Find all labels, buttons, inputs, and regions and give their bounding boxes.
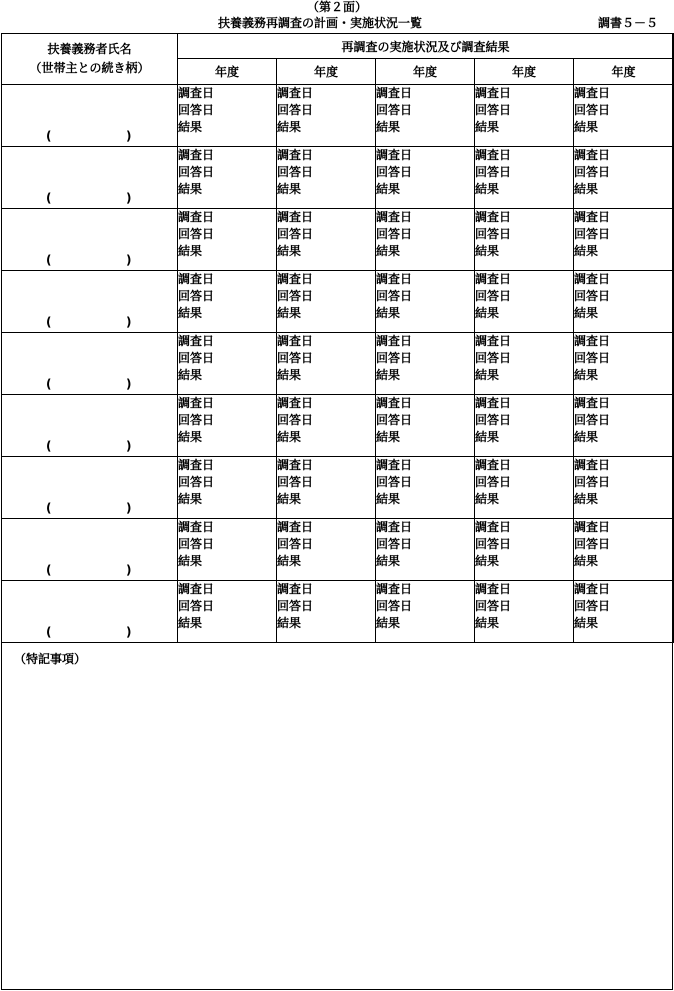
- result-label: 結果: [574, 616, 599, 630]
- response-date-label: 回答日: [277, 165, 314, 179]
- investigation-date-label: 調査日: [574, 86, 611, 100]
- result-label: 結果: [574, 244, 599, 258]
- response-date-label: 回答日: [376, 475, 413, 489]
- result-label: 結果: [475, 430, 500, 444]
- response-date-label: 回答日: [475, 103, 512, 117]
- result-label: 結果: [574, 554, 599, 568]
- relation-paren-open: (: [46, 253, 52, 267]
- result-label: 結果: [376, 244, 401, 258]
- year-header: 年度: [178, 59, 277, 85]
- investigation-date-label: 調査日: [574, 582, 611, 596]
- result-label: 結果: [574, 430, 599, 444]
- investigation-date-label: 調査日: [178, 458, 215, 472]
- investigation-date-label: 調査日: [376, 396, 413, 410]
- investigation-date-label: 調査日: [277, 582, 314, 596]
- obligor-name-cell[interactable]: [2, 147, 178, 209]
- relation-paren-open: (: [46, 377, 52, 391]
- relation-paren-open: (: [46, 501, 52, 515]
- obligor-name-cell[interactable]: [2, 333, 178, 395]
- response-date-label: 回答日: [178, 599, 215, 613]
- result-label: 結果: [277, 182, 302, 196]
- response-date-label: 回答日: [277, 103, 314, 117]
- year-header: 年度: [277, 59, 376, 85]
- investigation-date-label: 調査日: [376, 458, 413, 472]
- investigation-date-label: 調査日: [376, 334, 413, 348]
- response-date-label: 回答日: [178, 165, 215, 179]
- response-date-label: 回答日: [376, 227, 413, 241]
- remarks-label: （特記事項）: [14, 652, 87, 666]
- result-label: 結果: [475, 182, 500, 196]
- result-label: 結果: [574, 368, 599, 382]
- response-date-label: 回答日: [178, 537, 215, 551]
- investigation-date-label: 調査日: [574, 210, 611, 224]
- obligor-name-cell[interactable]: [2, 457, 178, 519]
- year-result-cell[interactable]: [475, 457, 574, 519]
- investigation-date-label: 調査日: [475, 520, 512, 534]
- result-label: 結果: [178, 430, 203, 444]
- result-label: 結果: [475, 492, 500, 506]
- obligor-name-cell[interactable]: [2, 519, 178, 581]
- result-label: 結果: [574, 306, 599, 320]
- response-date-label: 回答日: [376, 413, 413, 427]
- obligor-name-cell[interactable]: [2, 209, 178, 271]
- year-result-cell[interactable]: [475, 395, 574, 457]
- investigation-date-label: 調査日: [277, 396, 314, 410]
- response-date-label: 回答日: [475, 351, 512, 365]
- result-label: 結果: [178, 616, 203, 630]
- year-result-cell[interactable]: [178, 519, 277, 581]
- response-date-label: 回答日: [574, 537, 611, 551]
- response-date-label: 回答日: [475, 413, 512, 427]
- relation-paren-close: ): [126, 191, 132, 205]
- year-result-cell[interactable]: [277, 519, 376, 581]
- relation-paren-open: (: [46, 315, 52, 329]
- result-label: 結果: [277, 120, 302, 134]
- table-row: [2, 457, 674, 519]
- response-date-label: 回答日: [376, 351, 413, 365]
- relation-paren-close: ): [126, 625, 132, 639]
- response-date-label: 回答日: [574, 599, 611, 613]
- response-date-label: 回答日: [475, 475, 512, 489]
- result-label: 結果: [277, 368, 302, 382]
- investigation-date-label: 調査日: [475, 396, 512, 410]
- investigation-date-label: 調査日: [376, 86, 413, 100]
- year-result-cell[interactable]: [178, 209, 277, 271]
- name-header-line1: 扶養義務者氏名: [47, 42, 132, 56]
- investigation-date-label: 調査日: [376, 272, 413, 286]
- result-label: 結果: [475, 616, 500, 630]
- name-header: [2, 34, 178, 85]
- response-date-label: 回答日: [376, 599, 413, 613]
- year-result-cell[interactable]: [376, 519, 475, 581]
- table-row: [2, 333, 674, 395]
- result-label: 結果: [475, 244, 500, 258]
- response-date-label: 回答日: [574, 475, 611, 489]
- investigation-date-label: 調査日: [277, 210, 314, 224]
- year-result-cell[interactable]: [574, 271, 674, 333]
- year-result-cell[interactable]: [574, 395, 674, 457]
- response-date-label: 回答日: [277, 351, 314, 365]
- relation-paren-open: (: [46, 191, 52, 205]
- response-date-label: 回答日: [277, 227, 314, 241]
- investigation-date-label: 調査日: [277, 86, 314, 100]
- response-date-label: 回答日: [178, 413, 215, 427]
- result-label: 結果: [178, 368, 203, 382]
- year-result-cell[interactable]: [574, 333, 674, 395]
- result-label: 結果: [376, 368, 401, 382]
- response-date-label: 回答日: [178, 289, 215, 303]
- year-result-cell[interactable]: [475, 85, 574, 147]
- result-label: 結果: [376, 492, 401, 506]
- year-result-cell[interactable]: [277, 581, 376, 643]
- year-result-cell[interactable]: [277, 457, 376, 519]
- table-row: [2, 85, 674, 147]
- result-label: 結果: [574, 492, 599, 506]
- year-result-cell[interactable]: [475, 271, 574, 333]
- relation-paren-open: (: [46, 129, 52, 143]
- investigation-date-label: 調査日: [376, 210, 413, 224]
- year-result-cell[interactable]: [475, 581, 574, 643]
- response-date-label: 回答日: [178, 475, 215, 489]
- investigation-date-label: 調査日: [475, 86, 512, 100]
- year-result-cell[interactable]: [574, 581, 674, 643]
- year-result-cell[interactable]: [178, 147, 277, 209]
- result-label: 結果: [475, 368, 500, 382]
- response-date-label: 回答日: [475, 289, 512, 303]
- response-date-label: 回答日: [574, 413, 611, 427]
- result-label: 結果: [376, 430, 401, 444]
- relation-paren-open: (: [46, 563, 52, 577]
- year-result-cell[interactable]: [178, 271, 277, 333]
- result-label: 結果: [475, 554, 500, 568]
- response-date-label: 回答日: [475, 165, 512, 179]
- year-result-cell[interactable]: [376, 581, 475, 643]
- response-date-label: 回答日: [277, 599, 314, 613]
- result-label: 結果: [277, 244, 302, 258]
- investigation-date-label: 調査日: [475, 458, 512, 472]
- relation-paren-close: ): [126, 129, 132, 143]
- investigation-date-label: 調査日: [475, 334, 512, 348]
- result-label: 結果: [475, 120, 500, 134]
- form-code: 調書５－５: [597, 16, 658, 30]
- obligor-name-cell[interactable]: [2, 581, 178, 643]
- table-row: [2, 209, 674, 271]
- year-result-cell[interactable]: [277, 271, 376, 333]
- investigation-date-label: 調査日: [277, 272, 314, 286]
- year-result-cell[interactable]: [277, 147, 376, 209]
- relation-paren-close: ): [126, 501, 132, 515]
- investigation-date-label: 調査日: [178, 334, 215, 348]
- relation-paren-close: ): [126, 253, 132, 267]
- result-label: 結果: [178, 554, 203, 568]
- year-header: 年度: [574, 59, 674, 85]
- year-result-cell[interactable]: [376, 457, 475, 519]
- year-result-cell[interactable]: [574, 209, 674, 271]
- year-result-cell[interactable]: [574, 519, 674, 581]
- result-header: 再調査の実施状況及び調査結果: [178, 34, 674, 59]
- response-date-label: 回答日: [277, 537, 314, 551]
- document-title: 扶養義務再調査の計画・実施状況一覧: [217, 16, 422, 30]
- year-result-cell[interactable]: [475, 209, 574, 271]
- reinvestigation-table: [1, 33, 674, 643]
- result-label: 結果: [376, 120, 401, 134]
- investigation-date-label: 調査日: [277, 458, 314, 472]
- result-label: 結果: [376, 616, 401, 630]
- result-label: 結果: [574, 182, 599, 196]
- year-result-cell[interactable]: [277, 85, 376, 147]
- investigation-date-label: 調査日: [277, 334, 314, 348]
- response-date-label: 回答日: [376, 165, 413, 179]
- response-date-label: 回答日: [376, 289, 413, 303]
- investigation-date-label: 調査日: [376, 148, 413, 162]
- response-date-label: 回答日: [574, 351, 611, 365]
- result-label: 結果: [376, 306, 401, 320]
- response-date-label: 回答日: [574, 289, 611, 303]
- investigation-date-label: 調査日: [178, 86, 215, 100]
- name-header-line2: （世帯主との続き柄）: [29, 61, 150, 75]
- year-result-cell[interactable]: [277, 333, 376, 395]
- investigation-date-label: 調査日: [277, 148, 314, 162]
- year-result-cell[interactable]: [178, 581, 277, 643]
- year-result-cell[interactable]: [178, 457, 277, 519]
- year-result-cell[interactable]: [376, 333, 475, 395]
- year-result-cell[interactable]: [376, 395, 475, 457]
- investigation-date-label: 調査日: [475, 272, 512, 286]
- investigation-date-label: 調査日: [475, 210, 512, 224]
- investigation-date-label: 調査日: [376, 520, 413, 534]
- result-label: 結果: [178, 182, 203, 196]
- investigation-date-label: 調査日: [178, 272, 215, 286]
- result-label: 結果: [277, 430, 302, 444]
- year-result-cell[interactable]: [376, 209, 475, 271]
- investigation-date-label: 調査日: [574, 272, 611, 286]
- year-result-cell[interactable]: [574, 85, 674, 147]
- relation-paren-close: ): [126, 377, 132, 391]
- result-label: 結果: [277, 554, 302, 568]
- investigation-date-label: 調査日: [574, 396, 611, 410]
- result-label: 結果: [475, 306, 500, 320]
- year-header: 年度: [475, 59, 574, 85]
- investigation-date-label: 調査日: [178, 520, 215, 534]
- response-date-label: 回答日: [277, 475, 314, 489]
- relation-paren-close: ): [126, 563, 132, 577]
- investigation-date-label: 調査日: [178, 396, 215, 410]
- response-date-label: 回答日: [178, 351, 215, 365]
- response-date-label: 回答日: [475, 599, 512, 613]
- result-label: 結果: [178, 492, 203, 506]
- table-row: [2, 581, 674, 643]
- investigation-date-label: 調査日: [475, 582, 512, 596]
- result-label: 結果: [376, 182, 401, 196]
- investigation-date-label: 調査日: [574, 458, 611, 472]
- year-result-cell[interactable]: [178, 395, 277, 457]
- page-label: （第２面）: [306, 0, 367, 14]
- investigation-date-label: 調査日: [178, 582, 215, 596]
- response-date-label: 回答日: [178, 227, 215, 241]
- relation-paren-open: (: [46, 625, 52, 639]
- investigation-date-label: 調査日: [178, 210, 215, 224]
- year-result-cell[interactable]: [376, 147, 475, 209]
- obligor-name-cell[interactable]: [2, 271, 178, 333]
- response-date-label: 回答日: [574, 227, 611, 241]
- year-result-cell[interactable]: [376, 271, 475, 333]
- investigation-date-label: 調査日: [475, 148, 512, 162]
- investigation-date-label: 調査日: [277, 520, 314, 534]
- investigation-date-label: 調査日: [574, 520, 611, 534]
- investigation-date-label: 調査日: [574, 148, 611, 162]
- relation-paren-close: ): [126, 439, 132, 453]
- result-label: 結果: [277, 306, 302, 320]
- table-row: [2, 395, 674, 457]
- investigation-date-label: 調査日: [376, 582, 413, 596]
- response-date-label: 回答日: [574, 103, 611, 117]
- response-date-label: 回答日: [376, 537, 413, 551]
- investigation-date-label: 調査日: [178, 148, 215, 162]
- response-date-label: 回答日: [376, 103, 413, 117]
- year-header: 年度: [376, 59, 475, 85]
- response-date-label: 回答日: [475, 537, 512, 551]
- obligor-name-cell[interactable]: [2, 395, 178, 457]
- response-date-label: 回答日: [277, 289, 314, 303]
- relation-paren-close: ): [126, 315, 132, 329]
- relation-paren-open: (: [46, 439, 52, 453]
- result-label: 結果: [178, 306, 203, 320]
- result-label: 結果: [178, 244, 203, 258]
- result-label: 結果: [574, 120, 599, 134]
- table-row: [2, 519, 674, 581]
- year-result-cell[interactable]: [475, 147, 574, 209]
- response-date-label: 回答日: [475, 227, 512, 241]
- response-date-label: 回答日: [574, 165, 611, 179]
- response-date-label: 回答日: [178, 103, 215, 117]
- year-result-cell[interactable]: [178, 85, 277, 147]
- investigation-date-label: 調査日: [574, 334, 611, 348]
- result-label: 結果: [376, 554, 401, 568]
- year-result-cell[interactable]: [574, 147, 674, 209]
- year-result-cell[interactable]: [277, 395, 376, 457]
- year-result-cell[interactable]: [178, 333, 277, 395]
- obligor-name-cell[interactable]: [2, 85, 178, 147]
- year-result-cell[interactable]: [475, 333, 574, 395]
- year-result-cell[interactable]: [376, 85, 475, 147]
- year-result-cell[interactable]: [574, 457, 674, 519]
- year-result-cell[interactable]: [277, 209, 376, 271]
- year-result-cell[interactable]: [475, 519, 574, 581]
- result-label: 結果: [277, 616, 302, 630]
- result-label: 結果: [277, 492, 302, 506]
- table-row: [2, 147, 674, 209]
- result-label: 結果: [178, 120, 203, 134]
- table-row: [2, 271, 674, 333]
- response-date-label: 回答日: [277, 413, 314, 427]
